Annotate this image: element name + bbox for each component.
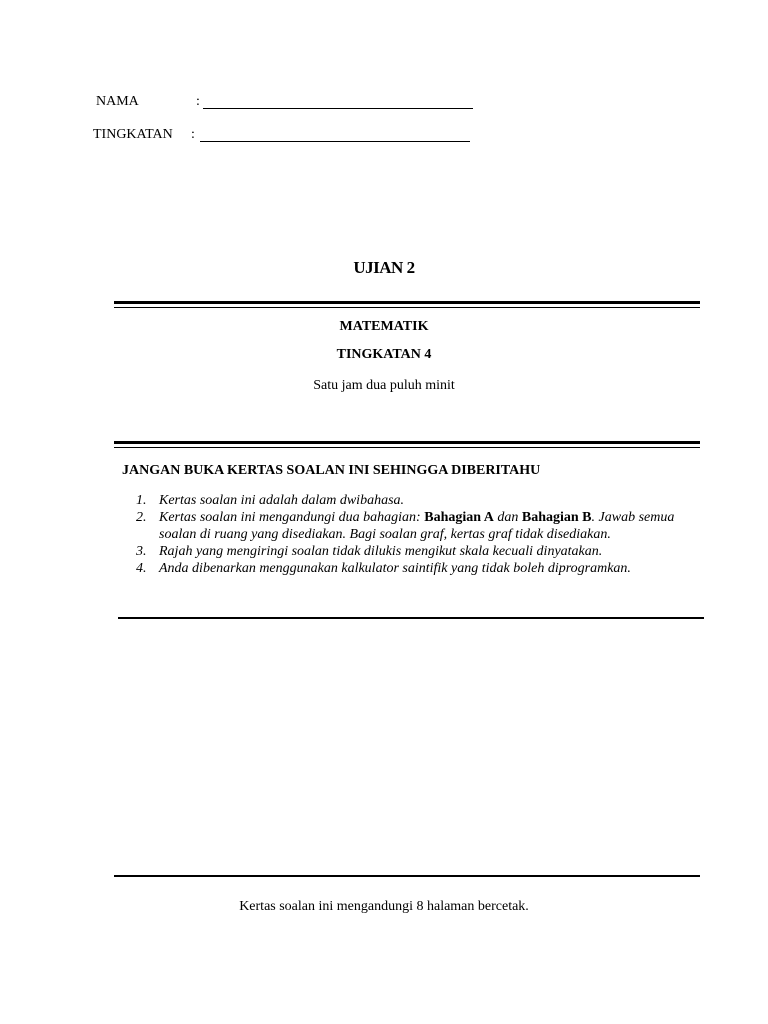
class-colon: : bbox=[191, 127, 195, 142]
class-field[interactable] bbox=[200, 141, 470, 142]
instructions-list bbox=[136, 492, 681, 577]
section-b-label: Bahagian B bbox=[521, 510, 592, 525]
instruction-text-post: . Jawab semua soalan di ruang yang disediakan. Bagi soalan graf, kertas graf tidak disediakan. bbox=[159, 510, 675, 542]
instruction-item bbox=[136, 509, 681, 543]
form-title: TINGKATAN 4 bbox=[336, 347, 432, 362]
name-field[interactable] bbox=[203, 108, 473, 109]
subject-title: MATEMATIK bbox=[339, 319, 429, 334]
instruction-text: Rajah yang mengiringi soalan tidak dilukis mengikut skala kecuali dinyatakan. bbox=[159, 544, 603, 559]
middle-divider bbox=[114, 441, 700, 448]
instruction-text-pre: Kertas soalan ini mengandungi dua bahagian: bbox=[159, 510, 425, 525]
instruction-number: 1. bbox=[136, 493, 147, 508]
instruction-number: 4. bbox=[136, 561, 147, 576]
section-a-label: Bahagian A bbox=[424, 510, 494, 525]
instructions-heading: JANGAN BUKA KERTAS SOALAN INI SEHINGGA DIBERITAHU bbox=[122, 463, 541, 478]
instruction-text: Anda dibenarkan menggunakan kalkulator saintifik yang tidak boleh diprogramkan. bbox=[159, 561, 631, 576]
top-divider bbox=[114, 301, 700, 308]
name-colon: : bbox=[196, 94, 200, 109]
instruction-number: 2. bbox=[136, 510, 147, 525]
instruction-text-mid: dan bbox=[493, 510, 522, 525]
name-label: NAMA bbox=[96, 94, 139, 109]
instruction-item bbox=[136, 543, 681, 560]
instructions-divider bbox=[118, 617, 704, 619]
instruction-text: Kertas soalan ini adalah dalam dwibahasa. bbox=[159, 493, 405, 508]
instruction-number: 3. bbox=[136, 544, 147, 559]
instruction-item bbox=[136, 560, 681, 577]
bottom-divider bbox=[114, 875, 700, 877]
instruction-item bbox=[136, 492, 681, 509]
footer-text: Kertas soalan ini mengandungi 8 halaman bercetak. bbox=[239, 899, 529, 914]
page-title: UJIAN 2 bbox=[353, 258, 415, 277]
class-label: TINGKATAN bbox=[93, 127, 173, 142]
duration-text: Satu jam dua puluh minit bbox=[313, 378, 455, 393]
